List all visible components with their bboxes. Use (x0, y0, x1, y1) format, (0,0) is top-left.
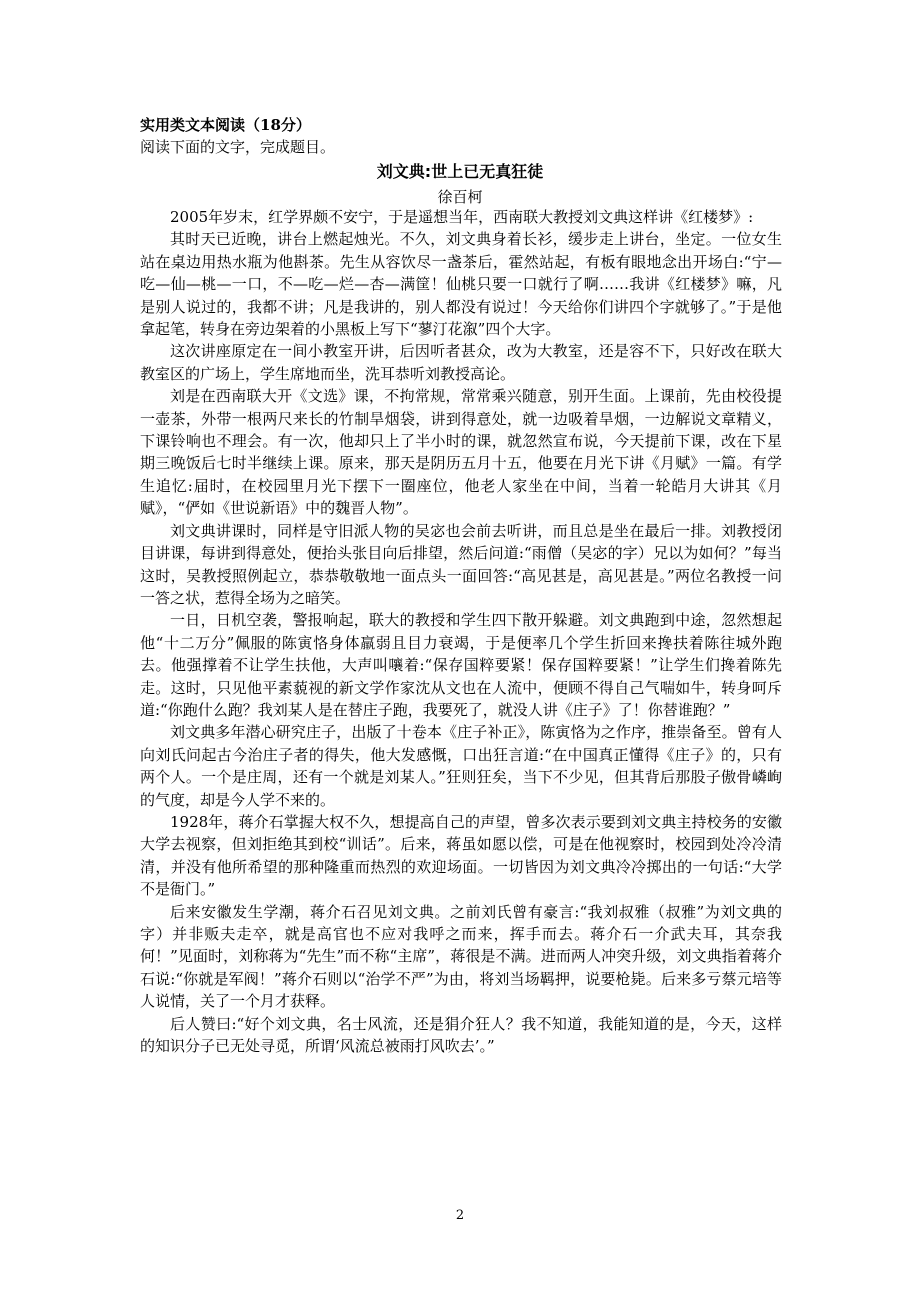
paragraph: 这次讲座原定在一间小教室开讲，后因听者甚众，改为大教室，还是容不下，只好改在联大教室区的广场上，学生席地而坐，洗耳恭听刘教授高论。 (140, 342, 782, 383)
article-title: 刘文典:世上已无真狂徒 (376, 162, 544, 181)
page-number: 2 (455, 1208, 465, 1223)
article-body (140, 206, 782, 1057)
section-heading: 实用类文本阅读（18分） (140, 116, 311, 134)
paragraph: 刘文典讲课时，同样是守旧派人物的吴宓也会前去听讲，而且总是坐在最后一排。刘教授闭目讲课，每讲到得意处，便抬头张目向后排望，然后问道:“雨僧（吴宓的字）兄以为如何？”每当这时，吴教授照例起立，恭恭敬敬地一面点头一面回答:“高见甚是，高见甚是。”两位名教授一问一答之状，惹得全场为之暗笑。 (140, 521, 782, 607)
paragraph: 后来安徽发生学潮，蒋介石召见刘文典。之前刘氏曾有豪言:“我刘叔雅（叔雅”为刘文典的字）并非贩夫走卒，就是高官也不应对我呼之而来，挥手而去。蒋介石一介武夫耳，其奈我何！”见面时，刘称蒋为“先生”而不称“主席”，蒋很是不满。进而两人冲突升级，刘文典指着蒋介石说:“你就是军阀！”蒋介石则以“治学不严”为由，将刘当场羁押，说要枪毙。后来多亏蔡元培等人说情，关了一个月才获释。 (140, 902, 782, 1011)
paragraph: 一日，日机空袭，警报响起，联大的教授和学生四下散开躲避。刘文典跑到中途，忽然想起他“十二万分”佩服的陈寅恪身体羸弱且目力衰竭，于是便率几个学生折回来搀扶着陈往城外跑去。他强撑着不让学生扶他，大声叫嚷着:“保存国粹要紧！保存国粹要紧！”让学生们搀着陈先走。这时，只见他平素藐视的新文学作家沈从文也在人流中，便顾不得自己气喘如牛，转身呵斥道:“你跑什么跑？我刘某人是在替庄子跑，我要死了，就没人讲《庄子》了！你替谁跑？” (140, 611, 782, 719)
paragraph: 刘是在西南联大开《文选》课，不拘常规，常常乘兴随意，别开生面。上课前，先由校役提一壶茶，外带一根两尺来长的竹制旱烟袋，讲到得意处，就一边吸着旱烟，一边解说文章精义，下课铃响也不理会。有一次，他却只上了半小时的课，就忽然宣布说，今天提前下课，改在下星期三晚饭后七时半继续上课。原来，那天是阴历五月十五，他要在月光下讲《月赋》一篇。有学生追忆:届时，在校园里月光下摆下一圈座位，他老人家坐在中间，当着一轮皓月大讲其《月赋》，“俨如《世说新语》中的魏晋人物”。 (140, 387, 782, 518)
paragraph: 2005年岁末，红学界颇不安宁，于是遥想当年，西南联大教授刘文典这样讲《红楼梦》: (170, 208, 754, 226)
paragraph: 1928年，蒋介石掌握大权不久，想提高自己的声望，曾多次表示要到刘文典主持校务的安徽大学去视察，但刘拒绝其到校“训话”。后来，蒋虽如愿以偿，可是在他视察时，校园到处冷冷清清，并没有他所希望的那种隆重而热烈的欢迎场面。一切皆因为刘文典冷冷掷出的一句话:“大学不是衙门。” (140, 812, 782, 899)
paragraph: 刘文典多年潜心研究庄子，出版了十卷本《庄子补正》，陈寅恪为之作序，推崇备至。曾有人向刘氏问起古今治庄子者的得失，他大发感慨，口出狂言道:“在中国真正懂得《庄子》的，只有两个人。一个是庄周，还有一个就是刘某人。”狂则狂矣，当下不少见，但其背后那股子傲骨嶙峋的气度，却是今人学不来的。 (140, 723, 782, 809)
article-author: 徐百柯 (437, 188, 483, 206)
paragraph: 后人赞曰:“好个刘文典，名士风流，还是狷介狂人？我不知道，我能知道的是，今天，这样的知识分子已无处寻觅，所谓‘风流总被雨打风吹去’。” (140, 1014, 782, 1056)
instruction-text: 阅读下面的文字，完成题目。 (140, 138, 336, 156)
paragraph: 其时天已近晚，讲台上燃起烛光。不久，刘文典身着长衫，缓步走上讲台，坐定。一位女生站在桌边用热水瓶为他斟茶。先生从容饮尽一盏茶后，霍然站起，有板有眼地念出开场白:“宁—吃—仙—桃—一口，不—吃—烂—杏—满筐！仙桃只要一口就行了啊……我讲《红楼梦》嘛，凡是别人说过的，我都不讲；凡是我讲的，别人都没有说过！今天给你们讲四个字就够了。”于是他拿起笔，转身在旁边架着的小黑板上写下“蓼汀花溆”四个大字。 (140, 230, 782, 339)
